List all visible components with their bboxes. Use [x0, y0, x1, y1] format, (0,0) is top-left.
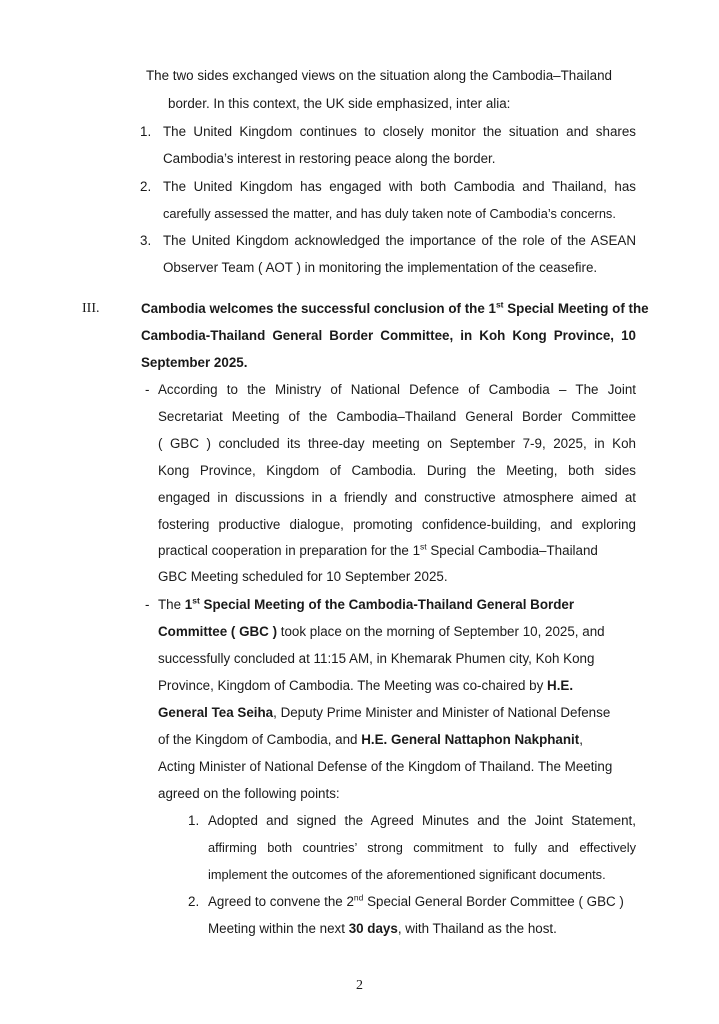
bullet2-text: of the Kingdom of Cambodia, and [158, 732, 362, 747]
agreed-point-number: 2. [188, 894, 200, 909]
uk-point-number: 2. [140, 179, 152, 194]
bullet2-line-7: Acting Minister of National Defense of the Kingdom of Thailand. The Meeting [158, 759, 613, 774]
bullet2-line-5 [158, 704, 610, 722]
agreed-point-1-line-3: implement the outcomes of the aforementioned significant documents. [208, 867, 606, 882]
agreed-text: Agreed to convene the 2 [208, 894, 354, 909]
intro-line-2: border. In this context, the UK side emphasized, inter alia: [168, 96, 511, 111]
bullet2-text-bold: Special Meeting of the Cambodia-Thailand General Border [199, 597, 575, 612]
agreed-point-2-line-2 [208, 920, 557, 938]
uk-point-2-line-1: The United Kingdom has engaged with both Cambodia and Thailand, has [163, 179, 636, 194]
bullet2-text-bold: General Tea Seiha [158, 705, 274, 720]
section-heading-line-3: September 2025. [141, 355, 248, 370]
uk-point-2-line-2: carefully assessed the matter, and has duly taken note of Cambodia’s concerns. [163, 206, 616, 221]
agreed-point-number: 1. [188, 813, 200, 828]
bullet1-line-1: According to the Ministry of National Defence of Cambodia – The Joint [158, 382, 636, 397]
bullet2-text: , Deputy Prime Minister and Minister of National Defense [273, 705, 611, 720]
bullet2-line-6 [158, 731, 583, 749]
bullet1-line-4: Kong Province, Kingdom of Cambodia. During the Meeting, both sides [158, 463, 636, 478]
agreed-text: , with Thailand as the host. [397, 921, 557, 936]
bullet1-line-5: engaged in discussions in a friendly and constructive atmosphere aimed at [158, 490, 636, 505]
agreed-text: Special General Border Committee ( GBC ) [363, 894, 624, 909]
bullet2-sup: st [192, 595, 200, 606]
bullet2-text-bold: 1 [184, 597, 193, 612]
bullet1-line-6: fostering productive dialogue, promoting confidence-building, and exploring [158, 517, 636, 532]
agreed-point-1-line-1: Adopted and signed the Agreed Minutes and the Joint Statement, [208, 813, 636, 828]
bullet-dash: - [145, 382, 150, 397]
uk-point-3-line-2: Observer Team ( AOT ) in monitoring the implementation of the ceasefire. [163, 260, 598, 275]
agreed-text: Meeting within the next [208, 921, 349, 936]
agreed-point-2-line-1 [208, 893, 624, 911]
section-heading-line-2: Cambodia-Thailand General Border Committee, in Koh Kong Province, 10 [141, 328, 636, 343]
bullet1-text: practical cooperation in preparation for the 1 [158, 543, 421, 558]
bullet2-line-4 [158, 677, 573, 695]
section-heading-text: Special Meeting of the [503, 301, 649, 316]
intro-line-1: The two sides exchanged views on the situation along the Cambodia–Thailand [146, 68, 612, 83]
section-numeral: III. [82, 301, 100, 316]
bullet2-line-3: successfully concluded at 11:15 AM, in Khemarak Phumen city, Koh Kong [158, 651, 595, 666]
agreed-sup: nd [353, 892, 364, 903]
agreed-text-bold: 30 days [348, 921, 398, 936]
bullet2-line-2 [158, 623, 605, 641]
bullet2-line-1 [158, 596, 574, 614]
bullet2-text-bold: Committee ( GBC ) [158, 624, 278, 639]
agreed-point-1-line-2: affirming both countries’ strong commitment to fully and effectively [208, 840, 636, 855]
bullet1-line-3: ( GBC ) concluded its three-day meeting on September 7-9, 2025, in Koh [158, 436, 636, 451]
section-heading-text: Cambodia welcomes the successful conclusion of the 1 [141, 301, 496, 316]
uk-point-number: 3. [140, 233, 152, 248]
bullet2-text: Province, Kingdom of Cambodia. The Meeting was co-chaired by [158, 678, 548, 693]
bullet2-line-8: agreed on the following points: [158, 786, 340, 801]
bullet2-text-bold: H.E. [547, 678, 574, 693]
bullet1-sup: st [420, 541, 427, 552]
section-heading-sup: st [495, 299, 504, 310]
bullet1-line-8: GBC Meeting scheduled for 10 September 2025. [158, 569, 448, 584]
section-heading-line-1 [141, 299, 649, 318]
bullet2-text: , [579, 732, 583, 747]
bullet1-text: Special Cambodia–Thailand [426, 543, 598, 558]
bullet2-text-bold: H.E. General Nattaphon Nakphanit [361, 732, 580, 747]
bullet-dash: - [145, 597, 150, 612]
uk-point-1-line-2: Cambodia’s interest in restoring peace along the border. [163, 151, 496, 166]
uk-point-3-line-1: The United Kingdom acknowledged the importance of the role of the ASEAN [163, 233, 636, 248]
bullet2-text: The [158, 597, 185, 612]
bullet1-line-2: Secretariat Meeting of the Cambodia–Thailand General Border Committee [158, 409, 636, 424]
page-number: 2 [356, 978, 363, 993]
uk-point-number: 1. [140, 124, 152, 139]
bullet2-text: took place on the morning of September 10, 2025, and [277, 624, 605, 639]
uk-point-1-line-1: The United Kingdom continues to closely monitor the situation and shares [163, 124, 636, 139]
bullet1-line-7 [158, 542, 598, 560]
